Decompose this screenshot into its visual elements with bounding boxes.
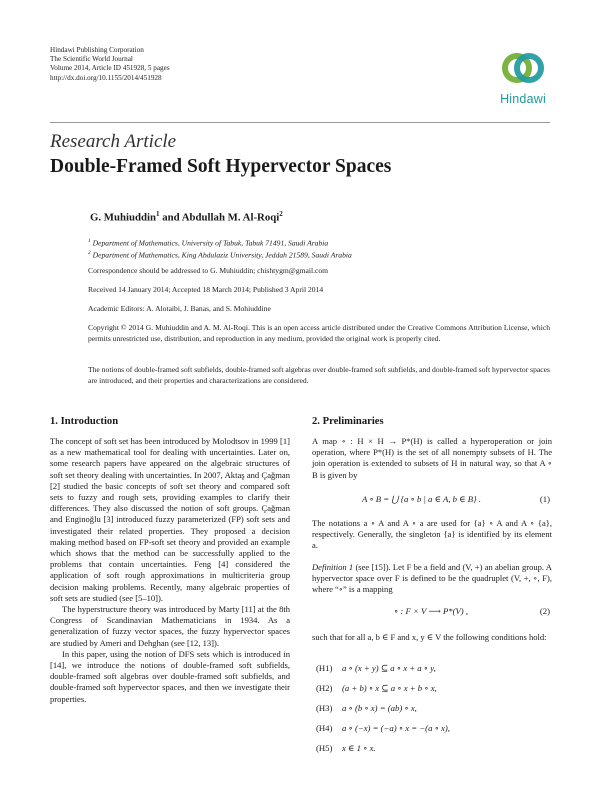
prelim-paragraph-1: A map ∘ : H × H → P*(H) is called a hyperoperation or join operation, where P*(H) is the set of all nonempty subsets of H. The join operation is extended to subsets of H in natural way, so that A ∘ B is given by [312,436,552,480]
abstract: The notions of double-framed soft subfields, double-framed soft algebras over double-framed soft subfields, and double-framed soft hypervector spaces are introduced, and their properties and characterizations are considered. [88,365,550,385]
intro-paragraph-3: In this paper, using the notion of DFS sets which is introduced in [14], we introduce the notions of double-framed soft subfields, double-framed soft algebras over double-framed soft subfields, and double-framed soft hypervector spaces, and then we investigate their properties. [50,648,290,704]
dates-line: Received 14 January 2014; Accepted 18 March 2014; Published 3 April 2014 [88,285,324,294]
condition-h5-label: (H5) [316,743,333,753]
definition-1 [312,562,552,596]
intro-body [50,436,290,705]
affiliation-2-marker: 2 [88,250,91,256]
condition-h2-text: (a + b) ∘ x ⊆ a ∘ x + b ∘ x, [342,683,437,693]
header-rule [50,122,550,123]
publisher-name: Hindawi Publishing Corporation [50,46,144,54]
condition-h4-label: (H4) [316,723,333,733]
equation-2-body: ∘ : F × V ⟶ P*(V) , [394,606,469,616]
condition-h2 [316,683,437,694]
author-1: G. Muhiuddin [90,211,157,224]
doi-link[interactable]: http://dx.doi.org/10.1155/2014/451928 [50,73,162,82]
hindawi-logo [494,46,552,108]
correspondence: Correspondence should be addressed to G. Muhiuddin; chishtygm@gmail.com [88,266,329,275]
intro-paragraph-1: The concept of soft set has been introduced by Molodtsov in 1999 [1] as a new mathematical tool for dealing with uncertainties. Later on, some research papers have appeared on the algebraic structures of soft set theory dealing with uncertainties. In 2007, Aktaş and Çağman [2] studied the basic concepts of soft set theory and compared soft sets to fuzzy and rough sets, providing examples to clarify their differences. They also discussed the notion of soft groups. Çağman and Enginoğlu [3] introduced fuzzy parameterized (FP) soft sets and investigated their related properties. They proposed a decision making method based on FP-soft set theory and provided an example which shows that the method can be successfully applied to the problems that contain uncertainties. Feng [4] considered the application of soft rough approximations in multicriteria group decision making problems. Recently, many algebraic properties of soft sets are studied (see [5–10]). [50,436,290,603]
equation-1-number: (1) [539,494,550,504]
condition-h3-label: (H3) [316,703,333,713]
condition-h1-label: (H1) [316,663,333,673]
prelim-paragraph-3: such that for all a, b ∈ F and x, y ∈ V the following conditions hold: [312,632,547,642]
academic-editors: Academic Editors: A. Alotaibi, J. Banas, and S. Mohiuddine [88,304,271,313]
condition-h3-text: a ∘ (b ∘ x) = (ab) ∘ x, [342,703,417,713]
volume-info: Volume 2014, Article ID 451928, 5 pages [50,64,170,73]
affiliation-2-text: Department of Mathematics, King Abdulaziz University, Jeddah 21589, Saudi Arabia [90,250,352,260]
logo-text: Hindawi [500,92,546,106]
author-2-affil: 2 [279,210,283,218]
equation-1-body: A ∘ B = ⋃ {a ∘ b | a ∈ A, b ∈ B} . [362,494,481,504]
hindawi-rings-icon [494,46,552,92]
prelim-heading: 2. Preliminaries [312,416,384,427]
article-title: Double-Framed Soft Hypervector Spaces [50,156,392,177]
author-conjunction: and [159,211,182,224]
affiliation-1-marker: 1 [88,238,91,244]
affiliation-1-text: Department of Mathematics, University of Tabuk, Tabuk 71491, Saudi Arabia [90,238,329,248]
prelim-paragraph-2: The notations a ∘ A and A ∘ a are used for {a} ∘ A and A ∘ {a}, respectively. Generally, the singleton {a} is identified by its element a. [312,518,552,551]
condition-h2-label: (H2) [316,683,333,693]
journal-name: The Scientific World Journal [50,55,133,64]
condition-h5-text: x ∈ 1 ∘ x. [342,743,376,753]
condition-h5 [316,743,376,754]
condition-h4-text: a ∘ (−x) = (−a) ∘ x = −(a ∘ x), [342,723,450,733]
affiliation-2 [88,248,550,261]
copyright-notice: Copyright © 2014 G. Muhiuddin and A. M. Al-Roqi. This is an open access article distributed under the Creative Commons Attribution License, which permits unrestricted use, distribution, and reproduction in any medium, provided the original work is properly cited. [88,323,550,343]
definition-1-text: (see [15]). Let F be a field and (V, +) an abelian group. A hypervector space over F is defined to be the quadruplet (V, +, ∘, F), where “∘” is a mapping [312,562,552,595]
definition-1-label: Definition 1 [312,562,354,572]
intro-paragraph-2: The hyperstructure theory was introduced by Marty [11] at the 8th Congress of Scandinavian Mathematicians in 1934. As a generalization of fuzzy vector spaces, the fuzzy hypervector spaces are studied by Ameri and Dehghan (see [12, 13]). [50,604,290,648]
article-type: Research Article [50,131,177,152]
condition-h1-text: a ∘ (x + y) ⊆ a ∘ x + a ∘ y, [342,663,436,673]
condition-h4 [316,723,450,734]
author-list [90,210,283,224]
intro-heading: 1. Introduction [50,416,119,427]
condition-h3 [316,703,417,714]
author-2: Abdullah M. Al-Roqi [181,211,280,224]
equation-2-number: (2) [539,606,550,616]
condition-h1 [316,663,436,674]
journal-header [50,46,170,83]
author-1-affil: 1 [156,210,160,218]
